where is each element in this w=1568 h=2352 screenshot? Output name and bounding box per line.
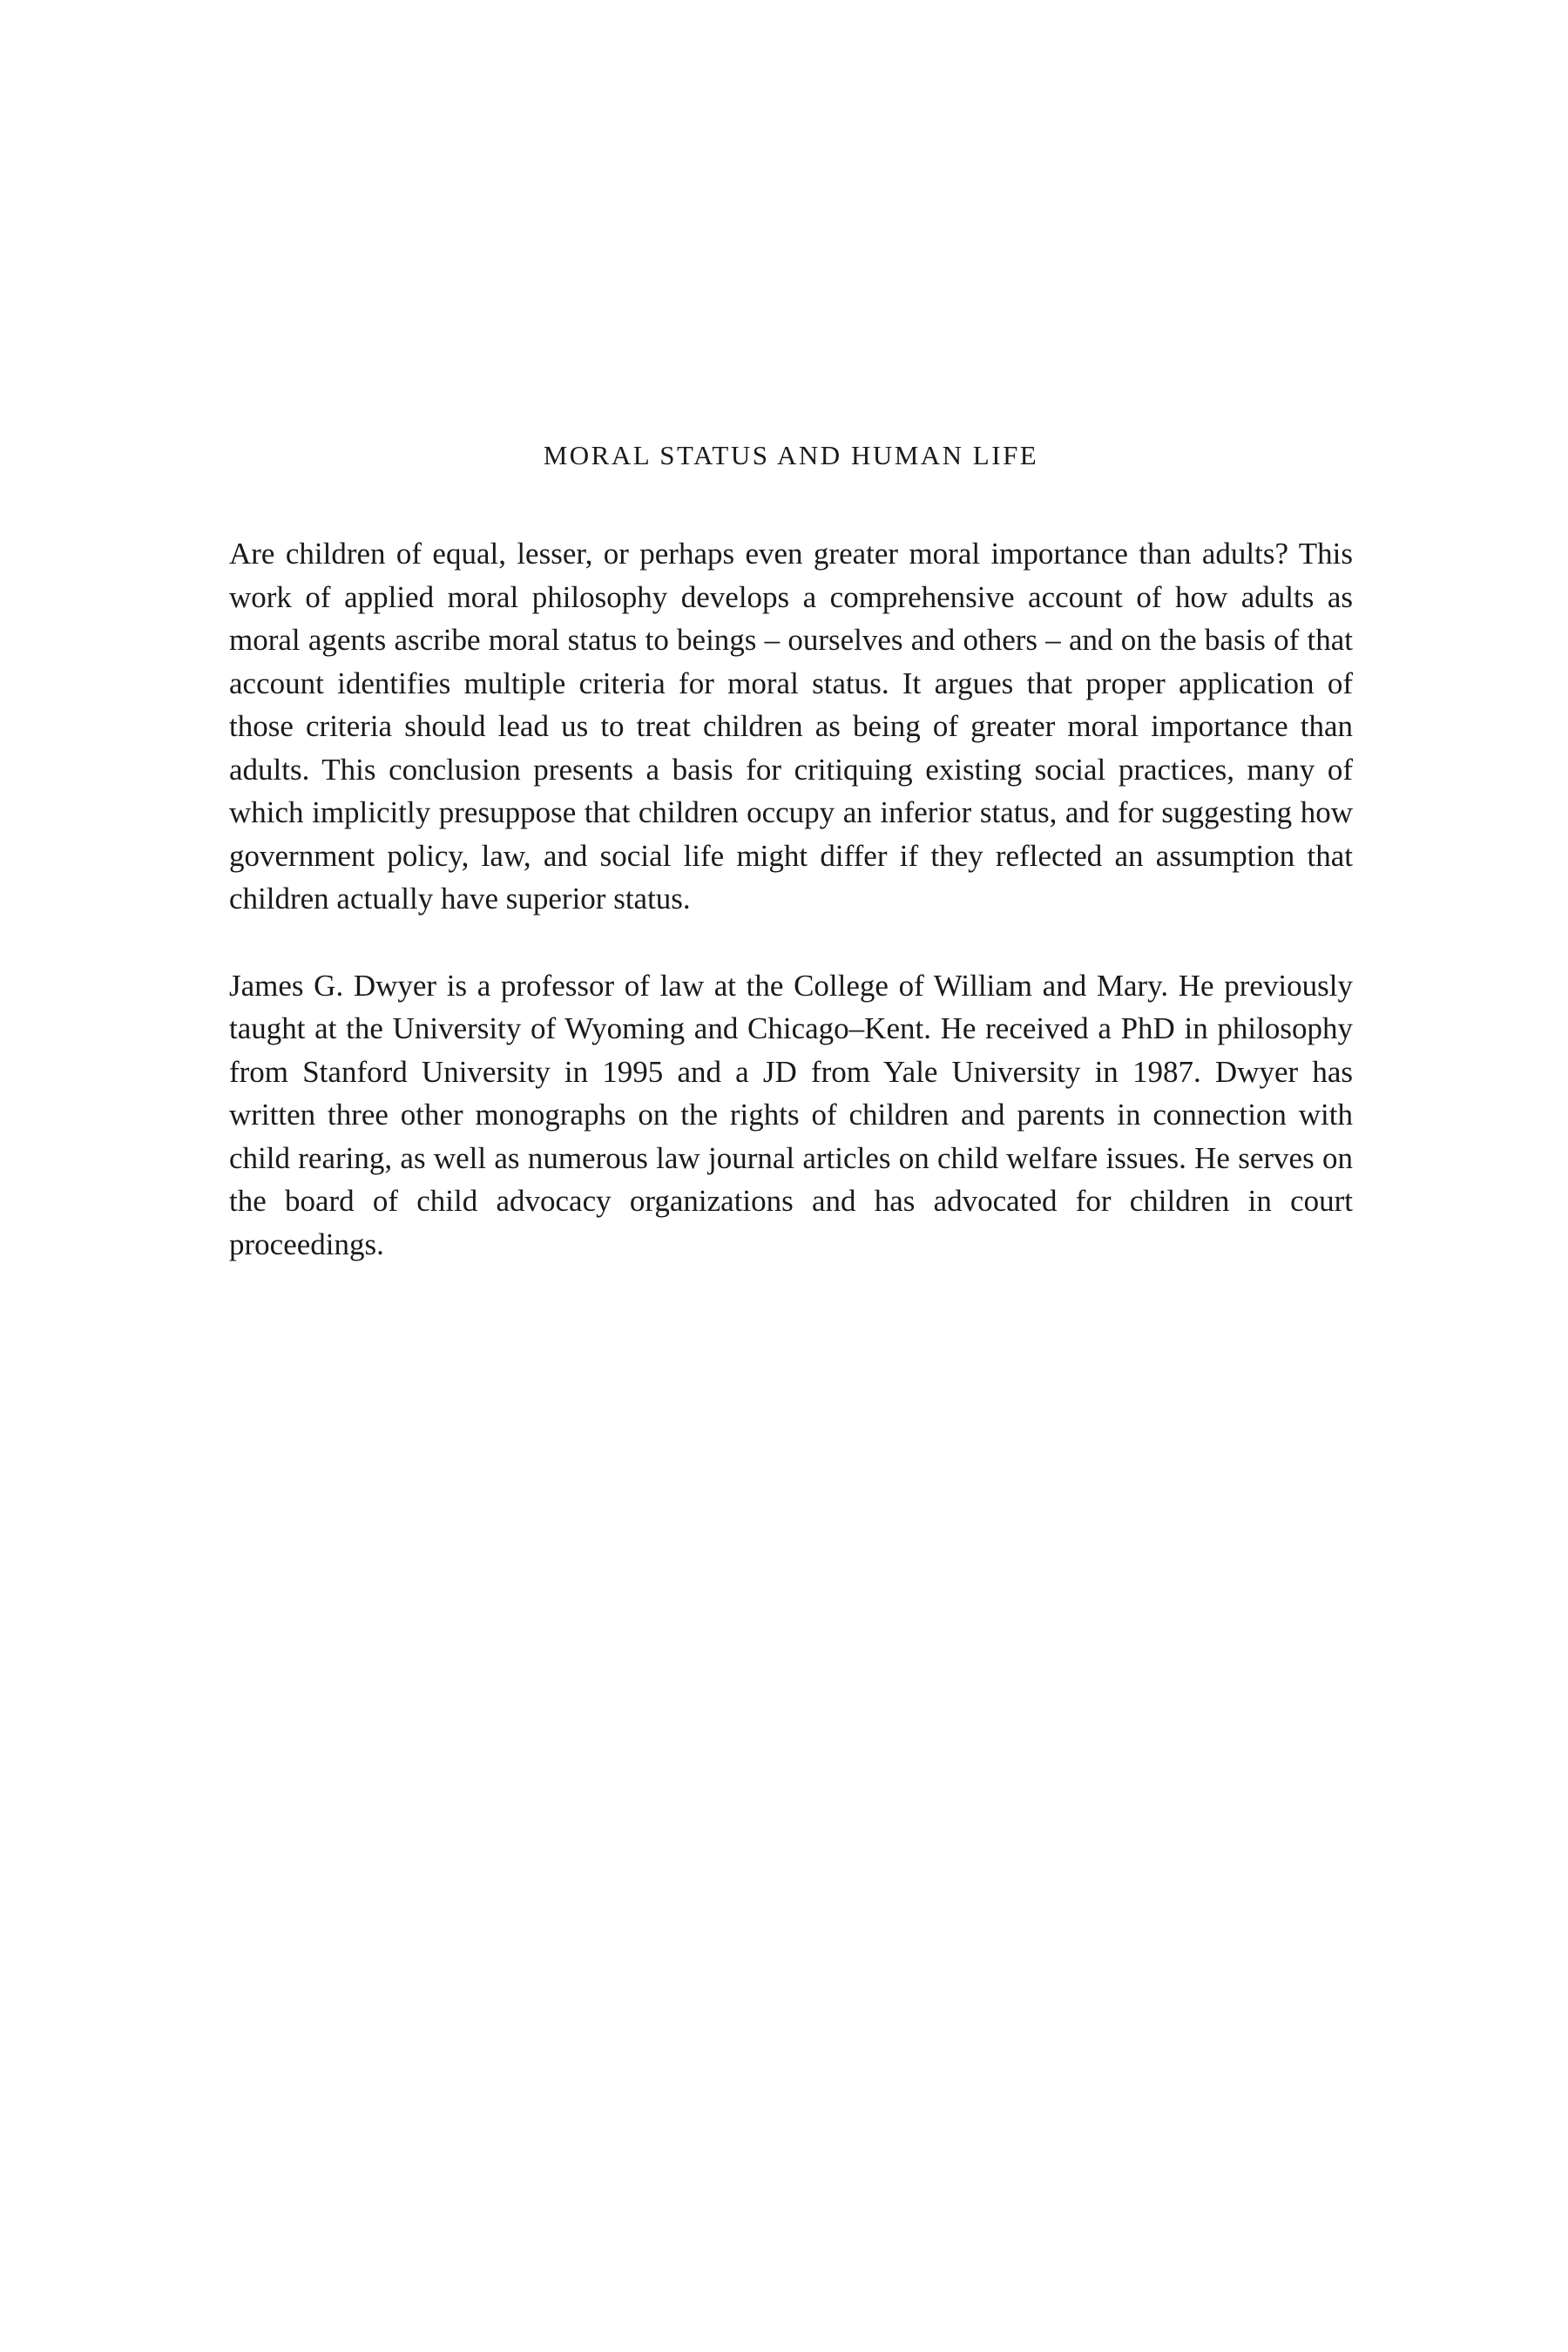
page-content	[229, 440, 1353, 1266]
book-title: MORAL STATUS AND HUMAN LIFE	[543, 440, 1039, 470]
book-description: Are children of equal, lesser, or perhaps even greater moral importance than adults? This work of applied moral philosophy develops a comprehensive account of how adults as moral agents ascribe moral status to beings – ourselves and others – and on the basis of that account identifies multiple criteria for moral status. It argues that proper application of those criteria should lead us to treat children as being of greater moral importance than adults. This conclusion presents a basis for critiquing existing social practices, many of which implicitly presuppose that children occupy an inferior status, and for suggesting how government policy, law, and social life might differ if they reflected an assumption that children actually have superior status.	[229, 537, 1353, 916]
author-bio: James G. Dwyer is a professor of law at the College of William and Mary. He previously taught at the University of Wyoming and Chicago–Kent. He received a PhD in philosophy from Stanford University in 1995 and a JD from Yale University in 1987. Dwyer has written three other monographs on the rights of children and parents in connection with child rearing, as well as numerous law journal articles on child welfare issues. He serves on the board of child advocacy organizations and has advocated for children in court proceedings.	[229, 968, 1353, 1261]
paragraph-gap	[229, 921, 1353, 964]
